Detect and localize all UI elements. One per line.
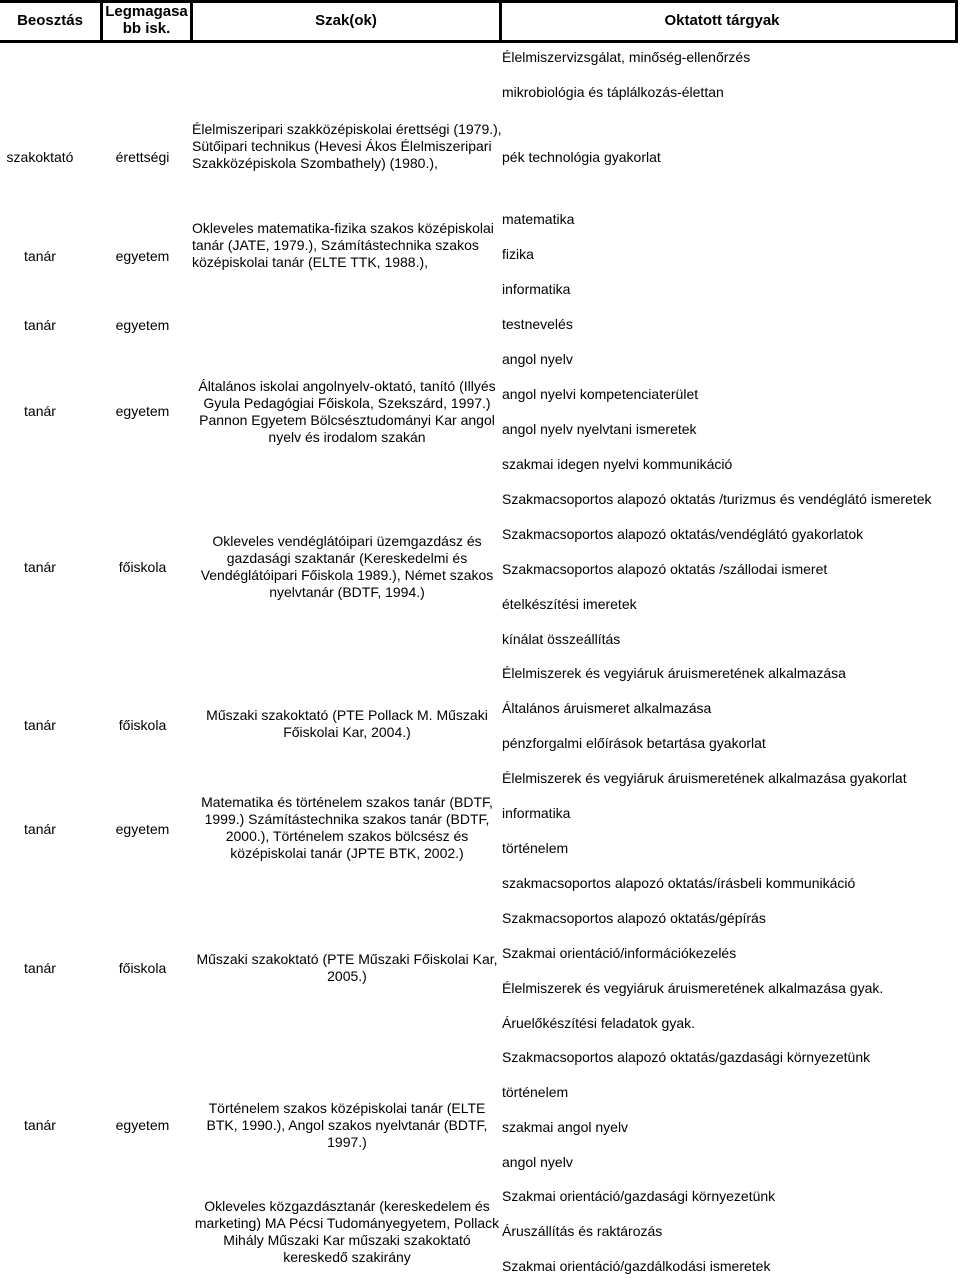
subject-item: Szakmacsoportos alapozó oktatás/gazdasági környezetünk (502, 1049, 871, 1065)
subject-item: Szakmacsoportos alapozó oktatás/gépírás (502, 910, 766, 926)
header-education: Legmagasa bb isk. (105, 3, 188, 37)
subject-item: angol nyelv nyelvtani ismeretek (502, 421, 697, 437)
subject-item: szakmai angol nyelv (502, 1119, 629, 1135)
row-degree: Matematika és történelem szakos tanár (BDTF, 1999.) Számítástechnika szakos tanár (BDTF, 2000.), Történelem szakos bölcsész és középiskolai tanár (JPTE BTK, 2002.) (201, 794, 493, 861)
subject-item: Élelmiszerek és vegyiáruk áruismeretének alkalmazása gyak. (502, 980, 884, 996)
subject-item: Szakmacsoportos alapozó oktatás /turizmus és vendéglátó ismeretek (502, 491, 932, 507)
subject-item: ételkészítési imeretek (502, 596, 637, 612)
row-degree: Okleveles vendéglátóipari üzemgazdász és gazdasági szaktanár (Kereskedelmi és Vendéglátóipari Főiskola 1989.), Német szakos nyelvtanár (BDTF, 1994.) (200, 533, 494, 600)
row-position: tanár (24, 316, 56, 333)
row-degree: Okleveles közgazdásztanár (kereskedelem és marketing) MA Pécsi Tudományegyetem, Pollack Mihály Műszaki Kar műszaki szakoktató kereskedő szakirány (194, 1198, 500, 1265)
subject-item: Szakmacsoportos alapozó oktatás/vendéglátó gyakorlatok (502, 526, 864, 542)
subject-item: Élelmiszerek és vegyiáruk áruismeretének alkalmazása (502, 665, 846, 681)
row-degree: Okleveles matematika-fizika szakos középiskolai tanár (JATE, 1979.), Számítástechnika szakos középiskolai tanár (ELTE TTK, 1988.), (192, 220, 494, 270)
row-degree: Műszaki szakoktató (PTE Pollack M. Műszaki Főiskolai Kar, 2004.) (206, 707, 488, 740)
row-education: egyetem (115, 402, 170, 419)
row-position: tanár (24, 402, 56, 419)
header-subjects: Oktatott tárgyak (664, 11, 780, 29)
subject-item: szakmai idegen nyelvi kommunikáció (502, 456, 733, 472)
row-education: egyetem (115, 247, 170, 264)
subject-item: pénzforgalmi előírások betartása gyakorlat (502, 735, 766, 751)
subject-item: mikrobiológia és táplálkozás-élettan (502, 84, 724, 100)
row-education: főiskola (118, 716, 167, 733)
row-education: egyetem (115, 820, 170, 837)
row-position: tanár (24, 1116, 56, 1133)
header-divider (100, 0, 103, 43)
subject-item: informatika (502, 281, 571, 297)
subject-item: szakmacsoportos alapozó oktatás/írásbeli kommunikáció (502, 875, 856, 891)
row-education: egyetem (115, 316, 170, 333)
row-education: érettségi (115, 148, 170, 165)
row-position: tanár (24, 247, 56, 264)
subject-item: Általános áruismeret alkalmazása (502, 700, 712, 716)
subject-item: Élelmiszervizsgálat, minőség-ellenőrzés (502, 49, 751, 65)
header-top-border (0, 0, 958, 3)
subject-item: fizika (502, 246, 534, 262)
subject-item: kínálat összeállítás (502, 631, 621, 647)
row-position: tanár (24, 558, 56, 575)
row-education: egyetem (115, 1116, 170, 1133)
row-degree: Általános iskolai angolnyelv-oktató, tanító (Illyés Gyula Pedagógiai Főiskola, Szekszárd, 1997.) Pannon Egyetem Bölcsésztudományi Kar angol nyelv és irodalom szakán (198, 378, 496, 445)
subject-item: történelem (502, 840, 569, 856)
subject-item: Szakmacsoportos alapozó oktatás /szállodai ismeret (502, 561, 828, 577)
subject-item: történelem (502, 1084, 569, 1100)
row-position: tanár (24, 959, 56, 976)
subject-item: angol nyelv (502, 351, 573, 367)
row-education: főiskola (118, 959, 167, 976)
subject-item: angol nyelvi kompetenciaterület (502, 386, 699, 402)
row-education: főiskola (118, 558, 167, 575)
subject-item: Áruelőkészítési feladatok gyak. (502, 1015, 695, 1031)
row-position: tanár (24, 820, 56, 837)
header-divider (190, 0, 193, 43)
subject-item: informatika (502, 805, 571, 821)
subject-item: Szakmai orientáció/gazdasági környezetünk (502, 1188, 776, 1204)
subject-item: Élelmiszerek és vegyiáruk áruismeretének alkalmazása gyakorlat (502, 770, 907, 786)
header-position: Beosztás (17, 11, 83, 29)
subject-item: angol nyelv (502, 1154, 573, 1170)
header-divider (499, 0, 502, 43)
row-degree: Történelem szakos középiskolai tanár (ELTE BTK, 1990.), Angol szakos nyelvtanár (BDTF, 1997.) (206, 1100, 488, 1150)
header-degree: Szak(ok) (315, 11, 377, 29)
row-position: szakoktató (6, 148, 74, 165)
row-degree: Műszaki szakoktató (PTE Műszaki Főiskolai Kar, 2005.) (196, 951, 498, 984)
subject-item: matematika (502, 211, 575, 227)
row-degree: Élelmiszeripari szakközépiskolai érettségi (1979.), Sütőipari technikus (Hevesi Ákos Élelmiszeripari Szakközépiskola Szombathely) (1980.), (192, 121, 502, 171)
subject-item: pék technológia gyakorlat (502, 149, 661, 165)
subject-item: Szakmai orientáció/gazdálkodási ismeretek (502, 1258, 771, 1274)
subject-item: Áruszállítás és raktározás (502, 1223, 663, 1239)
subject-item: testnevelés (502, 316, 573, 332)
header-divider (955, 0, 958, 43)
row-position: tanár (24, 716, 56, 733)
subject-item: Szakmai orientáció/információkezelés (502, 945, 737, 961)
header-bottom-border (0, 40, 958, 43)
